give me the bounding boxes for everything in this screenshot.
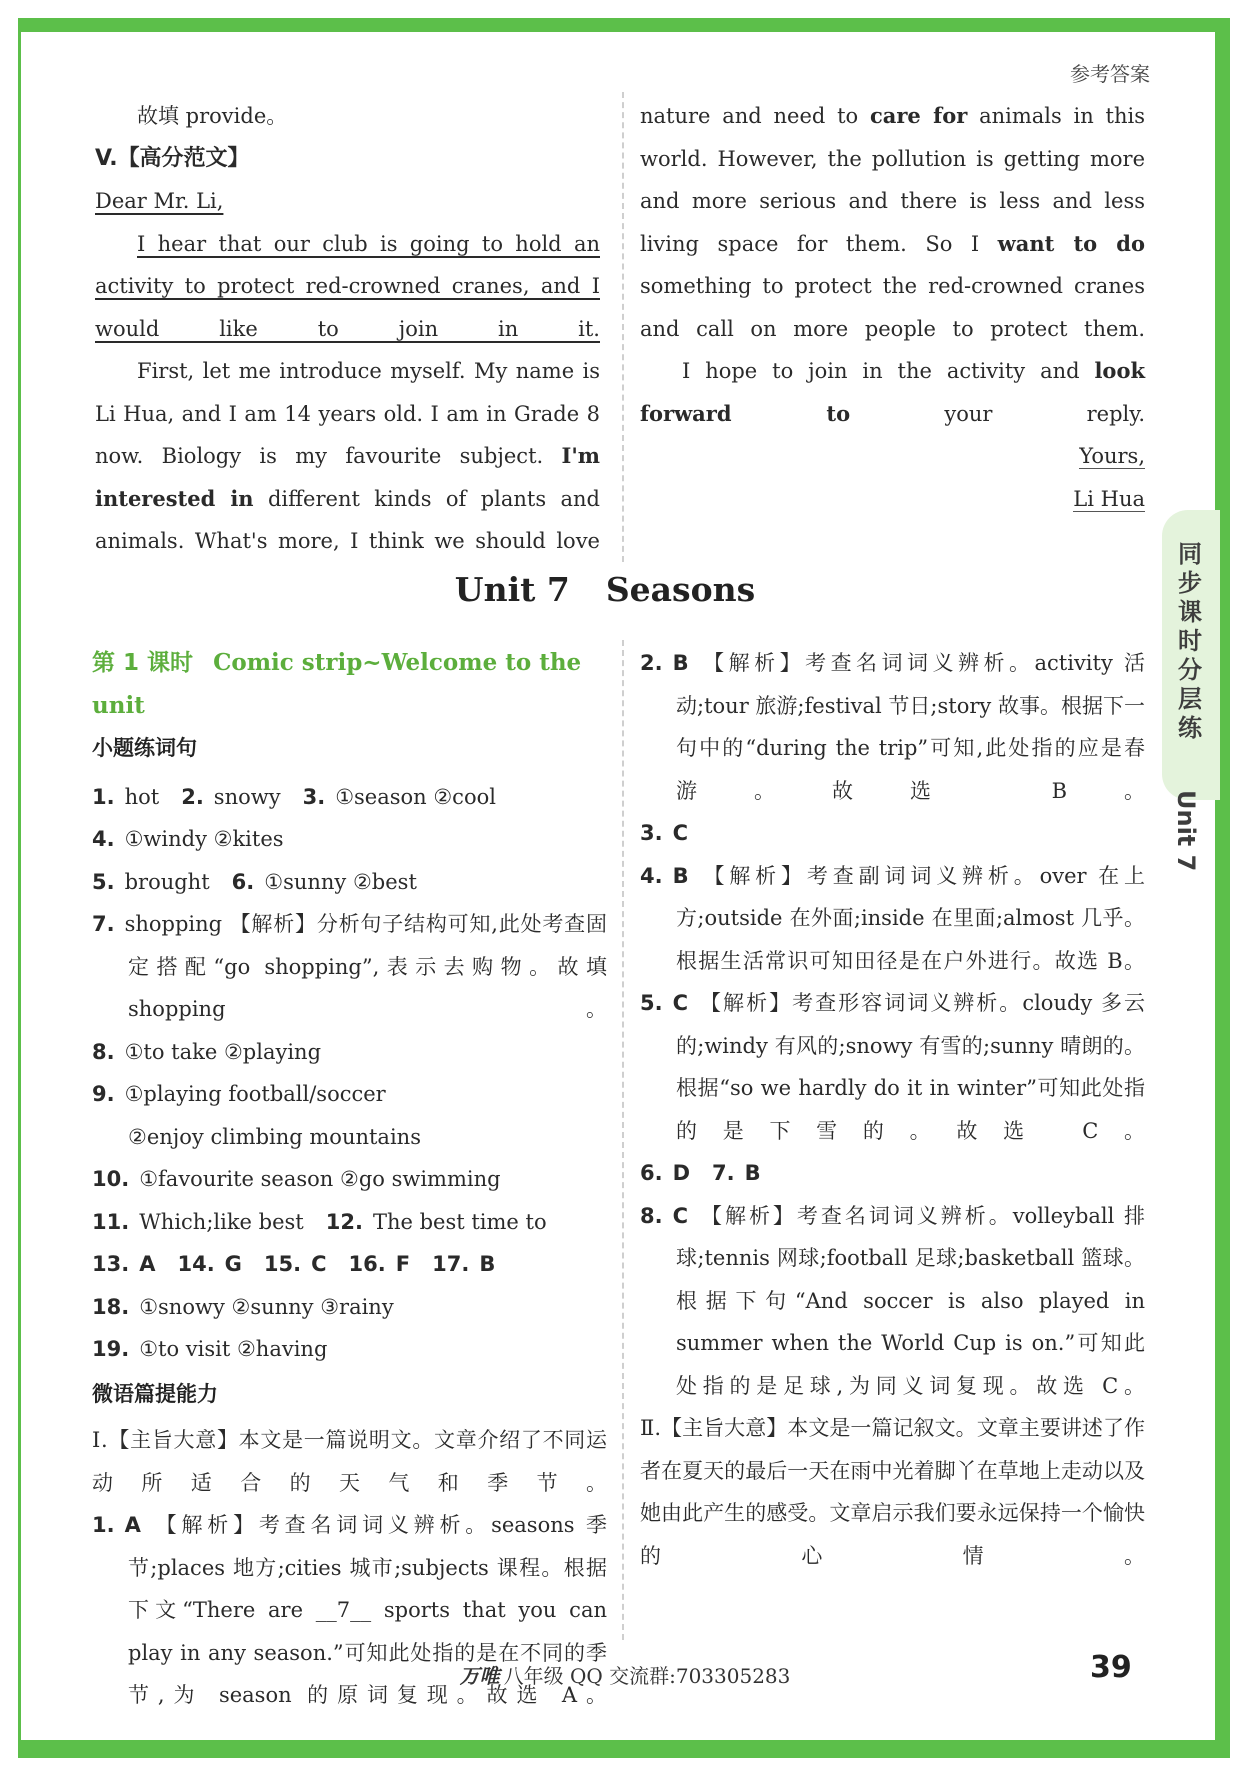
passage1-intro: Ⅰ.【主旨大意】本文是一篇说明文。文章介绍了不同运动所适合的天气和季节。 — [92, 1428, 607, 1495]
answer-row: 8. ①to take ②playing — [92, 1039, 322, 1064]
letter-salutation — [95, 180, 600, 223]
passage1-answer-6-7: 6. D 7. B — [640, 1161, 761, 1185]
p2-part-1: First, let me introduce myself. My name is Li Hua, and I am 14 years old. I am in Grade 8 now. Biology is my favourite subject. — [95, 359, 600, 468]
section-v-heading: V.【高分范文】 — [95, 145, 250, 171]
p3-bold-1: care for — [869, 103, 968, 128]
section2-heading: 微语篇提能力 — [92, 1381, 218, 1406]
answer-row: 1. hot 2. snowy 3. ①season ②cool — [92, 784, 496, 809]
side-tab-unit — [1172, 790, 1202, 871]
lesson-title: Comic strip~Welcome to the unit — [92, 649, 582, 719]
answer-row: 19. ①to visit ②having — [92, 1337, 328, 1361]
p4-bold: look forward to — [640, 358, 1145, 426]
passage1-answer-2: 2. B 【解析】考查名词词义辨析。activity 活动;tour 旅游;festival 节日;story 故事。根据下一句中的“during the trip”可知,此处指的应是春游。故选 B。 — [640, 651, 1145, 803]
closing-text: Yours, — [1079, 444, 1145, 468]
header-label: 参考答案 — [1070, 62, 1150, 86]
letter-closing — [640, 435, 1145, 478]
answer-row: 9. ①playing football/soccer — [92, 1082, 386, 1106]
passage1-answer-1: 1. A 【解析】考查名词词义辨析。seasons 季节;places 地方;cities 城市;subjects 课程。根据下文“There are __7__ sports that you can play in any season.”可知此处指的是在不同的季节,为 season 的原词复现。故选 A。 — [92, 1513, 607, 1707]
left-top-column — [95, 95, 600, 563]
answer-row: 10. ①favourite season ②go swimming — [92, 1167, 501, 1191]
right-bottom-column — [640, 642, 1145, 1577]
signature-text: Li Hua — [1073, 486, 1145, 511]
passage2-intro: Ⅱ.【主旨大意】本文是一篇记叙文。文章主要讲述了作者在夏天的最后一天在雨中光着脚丫在草地上走动以及她由此产生的感受。文章启示我们要永远保持一个愉快的心情。 — [640, 1416, 1145, 1568]
answer-line: 故填 provide。 — [137, 104, 288, 128]
answer-row: 7. shopping 【解析】分析句子结构可知,此处考查固定搭配“go shopping”,表示去购物。故填 shopping。 — [92, 912, 607, 1021]
passage1-answer-8: 8. C 【解析】考查名词词义辨析。volleyball 排球;tennis 网球;football 足球;basketball 篮球。根据下句“And soccer is also played in summer when the World Cup is on.”可知此处指的是足球,为同义词复现。故选 C。 — [640, 1203, 1145, 1398]
column-divider-top — [622, 92, 624, 562]
right-top-column — [640, 95, 1145, 520]
answer-row: 13. A 14. G 15. C 16. F 17. B — [92, 1252, 496, 1276]
letter-signature — [640, 478, 1145, 521]
lesson-label: 第 1 课时 — [92, 650, 194, 676]
column-divider-bottom — [622, 640, 624, 1640]
p3-part-3: animals in this world. However, the pollution is getting more and more serious and there is less and less living space for them. So I — [640, 104, 1145, 256]
side-tab-unit-label: Unit 7 — [1172, 790, 1200, 872]
section1-heading: 小题练词句 — [92, 736, 197, 760]
answer-row: 11. Which;like best 12. The best time to — [92, 1209, 547, 1234]
p4-part-1: I hope to join in the activity and — [682, 359, 1095, 383]
unit-label: Unit 7 — [454, 570, 570, 609]
footer — [0, 1660, 1250, 1689]
lesson-header — [92, 642, 607, 727]
unit-title — [0, 570, 1210, 609]
p3-part-5: something to protect the red-crowned cranes and call on more people to protect them. — [640, 274, 1145, 341]
p2-bold-phrase: I'm interested in — [95, 443, 600, 511]
p2-part-3: different kinds of plants and animals. What's more, I think we should love — [95, 486, 600, 553]
unit-name: Seasons — [605, 570, 756, 609]
letter-paragraph-3 — [640, 95, 1145, 350]
left-bottom-column — [92, 642, 607, 1717]
salutation-text: Dear Mr. Li, — [95, 189, 224, 213]
brand-logo: 万唯 — [459, 1664, 500, 1688]
passage1-answer-5: 5. C 【解析】考查形容词词义辨析。cloudy 多云的;windy 有风的;snowy 有雪的;sunny 晴朗的。根据“so we hardly do it in winter”可知此处指的是下雪的。故选 C。 — [640, 991, 1145, 1143]
answer-row: 18. ①snowy ②sunny ③rainy — [92, 1294, 394, 1319]
p3-bold-2: want to do — [997, 230, 1145, 256]
page-number: 39 — [1090, 1650, 1132, 1685]
answer-row: 5. brought 6. ①sunny ②best — [92, 869, 417, 894]
p3-part-1: nature and need to — [640, 104, 870, 128]
side-tab-text: 同步课时分层练 — [1178, 540, 1202, 742]
p4-part-3: your reply. — [850, 401, 1145, 426]
answer-row: ②enjoy climbing mountains — [128, 1124, 421, 1149]
passage1-answer-4: 4. B 【解析】考查副词词义辨析。over 在上方;outside 在外面;inside 在里面;almost 几乎。根据生活常识可知田径是在户外进行。故选 B。 — [640, 863, 1145, 973]
letter-paragraph-4 — [640, 350, 1145, 435]
answer-row: 4. ①windy ②kites — [92, 827, 284, 851]
letter-paragraph-1: I hear that our club is going to hold an activity to protect red-crowned cranes, and I would like to join in it. — [95, 231, 600, 341]
passage1-answer-3: 3. C — [640, 821, 689, 845]
footer-text: 八年级 QQ 交流群:703305283 — [503, 1664, 791, 1688]
letter-paragraph-2 — [95, 350, 600, 563]
